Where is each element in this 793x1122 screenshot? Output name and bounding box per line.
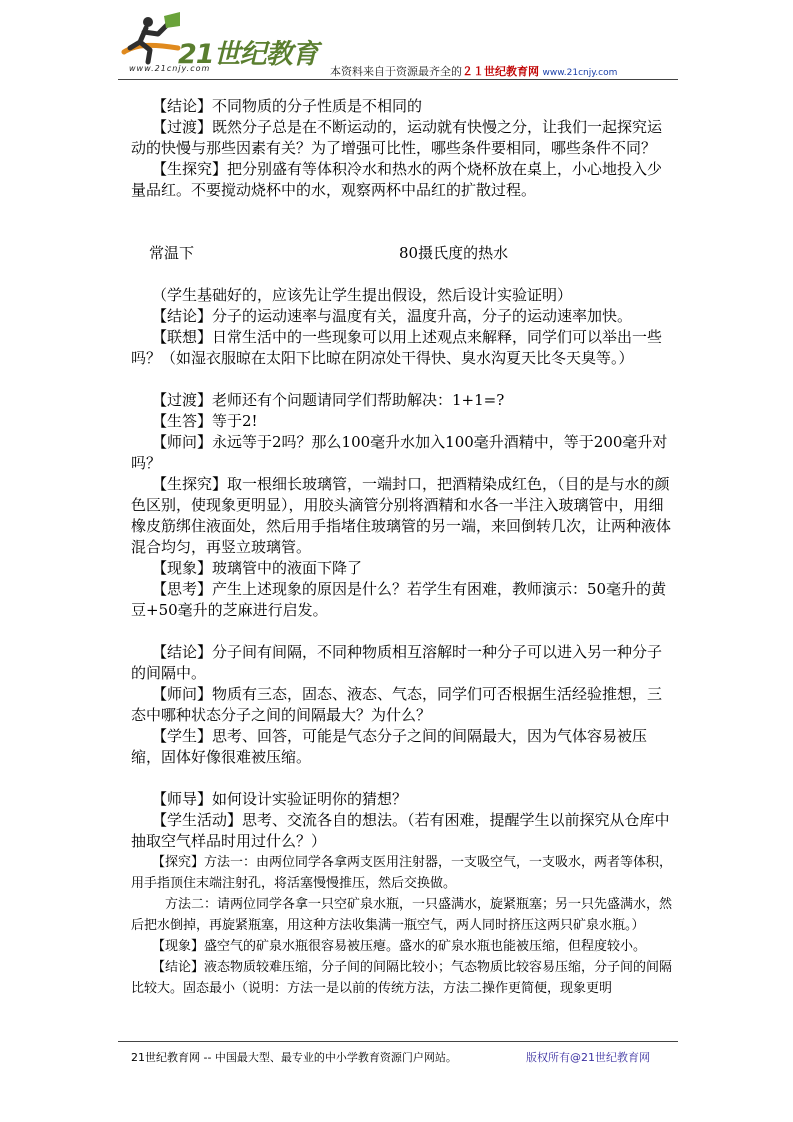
- paragraph: 【学生】思考、回答，可能是气态分子之间的间隔最大，因为气体容易被压缩，固体好像很难被压缩。: [131, 727, 648, 766]
- paragraph: 方法二：请两位同学各拿一只空矿泉水瓶，一只盛满水，旋紧瓶塞；另一只先盛满水，然后把水倒掉，再旋紧瓶塞，用这种方法收集满一瓶空气，两人同时挤压这两只矿泉水瓶。）: [131, 897, 673, 933]
- paragraph: 【生答】等于2!: [152, 412, 258, 430]
- temp-label-room: 常温下: [149, 244, 195, 262]
- header-divider: [118, 79, 678, 80]
- paragraph: 【师导】如何设计实验证明你的猜想？: [152, 790, 408, 808]
- logo-url: www.21cnjy.com: [129, 64, 211, 73]
- source-line: [330, 63, 617, 79]
- footer-site-text: 21世纪教育网 -- 中国最大型、最专业的中小学教育资源门户网站。: [131, 1051, 457, 1064]
- paragraph: 【探究】方法一：由两位同学各拿两支医用注射器，一支吸空气，一支吸水，两者等体积，用手指顶住末端注射孔，将活塞慢慢推压，然后交换做。: [131, 855, 673, 891]
- page-footer: [131, 1049, 676, 1065]
- temp-label-hot: 80摄氏度的热水: [399, 244, 509, 262]
- paragraph: 【思考】产生上述现象的原因是什么？若学生有困难，教师演示：50毫升的黄豆+50毫升的芝麻进行启发。: [131, 580, 667, 619]
- source-prefix: 本资料来自于资源最齐全的: [330, 65, 462, 78]
- document-body: [131, 96, 676, 999]
- footer-divider: [118, 1041, 678, 1042]
- paragraph: 【师问】永远等于2吗？那么100毫升水加入100毫升酒精中，等于200毫升对吗？: [131, 433, 668, 472]
- paragraph: 【过渡】既然分子总是在不断运动的，运动就有快慢之分，让我们一起探究运动的快慢与那些因素有关？为了增强可比性，哪些条件要相同，哪些条件不同？: [131, 118, 663, 157]
- paragraph: 【过渡】老师还有个问题请同学们帮助解决：1+1=?: [152, 391, 505, 409]
- paragraph: 【生探究】取一根细长玻璃管，一端封口，把酒精染成红色，（目的是与水的颜色区别，使现象更明显），用胶头滴管分别将酒精和水各一半注入玻璃管中，用细橡皮筋绑住液面处，然后用手指堵住玻璃管的另一端，来回倒转几次，让两种液体混合均匀，再竖立玻璃管。: [131, 475, 672, 556]
- paragraph: 【结论】不同物质的分子性质是不相同的: [152, 97, 423, 115]
- paragraph: 【学生活动】思考、交流各自的想法。（若有困难，提醒学生以前探究从仓库中抽取空气样品时用过什么？）: [131, 811, 670, 850]
- source-brand-link[interactable]: ２１世纪教育网: [462, 65, 539, 78]
- paragraph: 【结论】分子的运动速率与温度有关，温度升高，分子的运动速率加快。: [152, 307, 633, 325]
- paragraph: 【结论】分子间有间隔，不同种物质相互溶解时一种分子可以进入另一种分子的间隔中。: [131, 643, 663, 682]
- temperature-labels: [131, 243, 676, 264]
- site-logo: [118, 10, 318, 80]
- paragraph: 【现象】盛空气的矿泉水瓶很容易被压瘪。盛水的矿泉水瓶也能被压缩，但程度较小。: [152, 939, 647, 954]
- paragraph: 【结论】液态物质较难压缩，分子间的间隔比较小；气态物质比较容易压缩，分子间的间隔比较大。固态最小（说明：方法一是以前的传统方法，方法二操作更简便，现象更明: [131, 960, 673, 996]
- source-url-link[interactable]: www.21cnjy.com: [542, 68, 618, 78]
- page-header: [118, 10, 678, 82]
- logo-text: 21世纪教育: [178, 39, 318, 70]
- paragraph: 【联想】日常生活中的一些现象可以用上述观点来解释，同学们可以举出一些吗？（如湿衣服晾在太阳下比晾在阴凉处干得快、臭水沟夏天比冬天臭等。）: [131, 328, 663, 367]
- paragraph: （学生基础好的，应该先让学生提出假设，然后设计实验证明）: [152, 286, 573, 304]
- paragraph: 【现象】玻璃管中的液面下降了: [152, 559, 363, 577]
- paragraph: 【生探究】把分别盛有等体积冷水和热水的两个烧杯放在桌上，小心地投入少量品红。不要搅动烧杯中的水，观察两杯中品红的扩散过程。: [131, 160, 663, 199]
- paragraph: 【师问】物质有三态，固态、液态、气态，同学们可否根据生活经验推想，三态中哪种状态分子之间的间隔最大？为什么？: [131, 685, 663, 724]
- footer-copyright-link[interactable]: 版权所有@21世纪教育网: [526, 1051, 650, 1064]
